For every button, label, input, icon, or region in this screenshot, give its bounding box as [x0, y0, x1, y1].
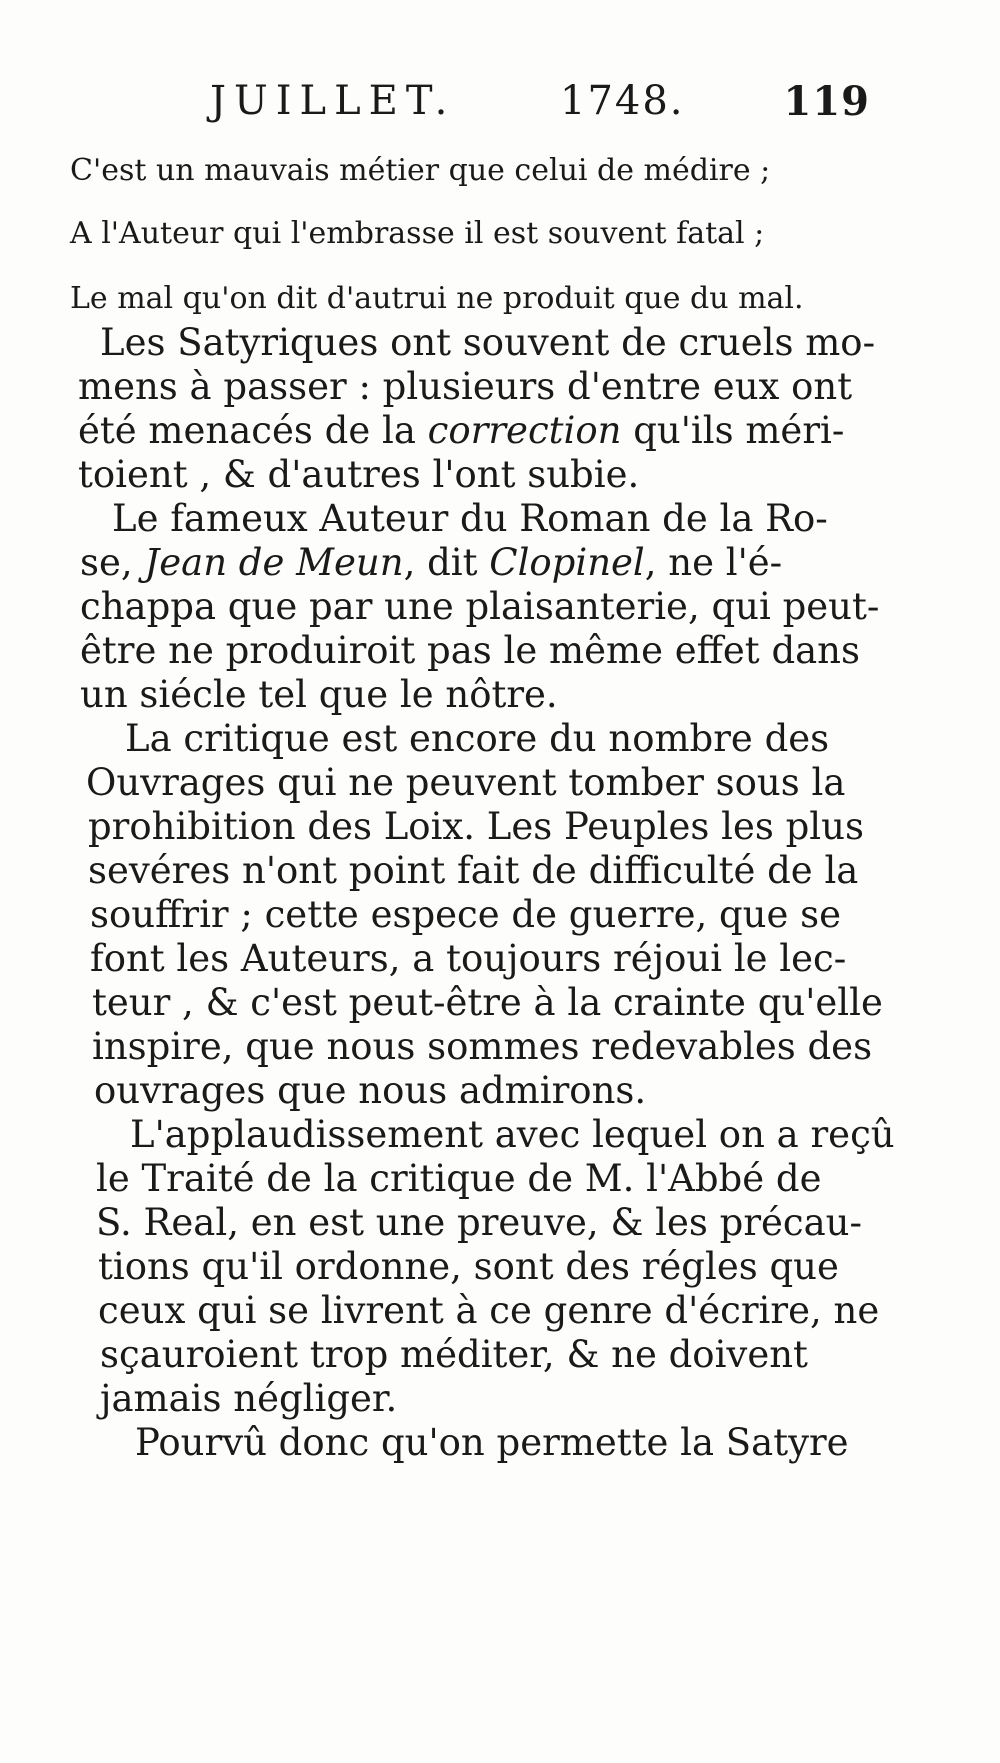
body-text: se,	[80, 541, 145, 584]
verse-line-1: C'est un mauvais métier que celui de médire ;	[70, 153, 771, 188]
body-line: mens à passer : plusieurs d'entre eux ont	[78, 365, 853, 408]
page-number: 119	[783, 78, 870, 125]
body-line: ouvrages que nous admirons.	[94, 1069, 647, 1112]
body-line: tions qu'il ordonne, sont des régles que	[98, 1245, 839, 1288]
body-line	[80, 538, 782, 587]
italic-name: Clopinel	[489, 541, 645, 584]
body-line: La critique est encore du nombre des	[125, 717, 830, 760]
body-line: souffrir ; cette espece de guerre, que se	[90, 893, 842, 936]
body-line: jamais négliger.	[100, 1377, 398, 1420]
body-line: Les Satyriques ont souvent de cruels mo-	[100, 321, 876, 364]
running-header	[210, 78, 870, 138]
body-line: sevéres n'ont point fait de difficulté de la	[88, 849, 859, 892]
body-line: toient , & d'autres l'ont subie.	[78, 453, 640, 496]
body-line: teur , & c'est peut-être à la crainte qu'elle	[92, 981, 883, 1024]
body-line: prohibition des Loix. Les Peuples les plus	[88, 805, 864, 848]
header-year: 1748.	[560, 78, 685, 124]
body-text: qu'ils méri-	[621, 409, 845, 452]
italic-term: correction	[427, 409, 622, 452]
italic-name: Jean de Meun	[144, 541, 404, 584]
body-text: été menacés de la	[78, 409, 428, 452]
verse-line-2: A l'Auteur qui l'embrasse il est souvent fatal ;	[70, 216, 765, 251]
body-line: un siécle tel que le nôtre.	[80, 673, 558, 716]
body-line: le Traité de la critique de M. l'Abbé de	[96, 1157, 822, 1200]
body-line: ceux qui se livrent à ce genre d'écrire, ne	[98, 1289, 880, 1332]
body-line: font les Auteurs, a toujours réjoui le lec-	[90, 937, 847, 980]
body-line: L'applaudissement avec lequel on a reçû	[130, 1113, 895, 1156]
body-line: être ne produiroit pas le même effet dans	[80, 629, 860, 672]
body-line: inspire, que nous sommes redevables des	[92, 1025, 873, 1068]
body-line: S. Real, en est une preuve, & les précau-	[96, 1201, 863, 1244]
body-line: Ouvrages qui ne peuvent tomber sous la	[86, 761, 846, 804]
body-line	[78, 406, 844, 455]
body-text: , ne l'é-	[644, 541, 783, 584]
body-line: chappa que par une plaisanterie, qui peut-	[80, 585, 880, 628]
verse-line-3: Le mal qu'on dit d'autrui ne produit que du mal.	[70, 281, 804, 316]
body-line: sçauroient trop méditer, & ne doivent	[100, 1333, 808, 1376]
body-text: , dit	[403, 541, 490, 584]
body-line: Pourvû donc qu'on permette la Satyre	[135, 1421, 849, 1464]
body-line: Le fameux Auteur du Roman de la Ro-	[112, 497, 828, 540]
header-month: JUILLET.	[210, 78, 456, 124]
